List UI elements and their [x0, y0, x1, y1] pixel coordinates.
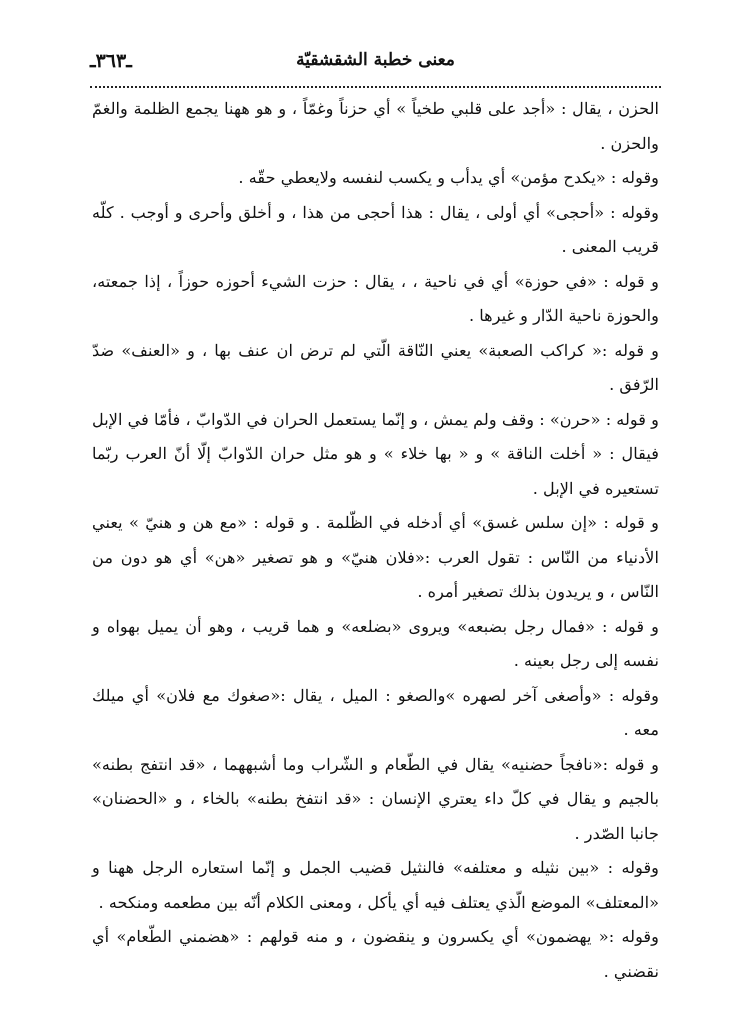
paragraph: الحزن ، يقال : «أجد على قلبي طخياً » أي حزناً وغمّاً ، و هو ههنا يجمع الظلمة والغمّ والحزن . — [92, 99, 659, 153]
paragraph: وقوله : «وأصغى آخر لصهره »والصغو : الميل ، يقال :«صغوك مع فلان» أي ميلك معه . — [92, 685, 659, 739]
paragraph: وقوله : «يكدح مؤمن» أي يدأب و يكسب لنفسه ولايعطي حقّه . — [238, 168, 659, 187]
paragraph: و قوله :«نافجاً حضنيه» يقال في الطّعام و الشّراب وما أشبههما ، «قد انتفج بطنه» بالجيم و يقال في كلّ داء يعتري الإنسان : «قد انتفخ بطنه» بالخاء ، و «الحضنان» جانبا الصّدر . — [92, 754, 659, 843]
paragraph: و قوله : «إن سلس غسق» أي أدخله في الظّلمة . و قوله : «مع هن و هنيّ » يعني الأدنياء من النّاس : تقول العرب :«فلان هنيّ» و هو تصغير «هن» أي هو دون من النّاس ، و يريدون بذلك تصغير أمره . — [92, 513, 659, 601]
page-number: ـ٣٦٣ـ — [90, 50, 132, 72]
paragraph: وقوله : «بين نثيله و معتلفه» فالنثيل قضيب الجمل و إنّما استعاره الرجل ههنا و «المعتلف» الموضع الّذي يعتلف فيه أي يأكل ، ومعنى الكلام أنّه بين مطعمه ومنكحه . — [92, 858, 659, 912]
paragraph: وقوله :« يهضمون» أي يكسرون و ينقضون ، و منه قولهم : «هضمني الطّعام» أي نقضني . — [92, 927, 659, 981]
page-header — [90, 50, 661, 80]
paragraph: و قوله : «حرن» : وقف ولم يمش ، و إنّما يستعمل الحران في الدّوابّ ، فأمّا في الإبل فيقال : « أخلت الناقة » و « بها خلاء » و هو مثل حران الدّوابّ إلّا أنّ العرب ربّما تستعيره في الإبل . — [92, 409, 659, 498]
header-divider — [90, 86, 661, 88]
body-text — [92, 92, 659, 989]
paragraph: و قوله : «فمال رجل بضبعه» ويروى «بضلعه» و هما قريب ، وهو أن يميل بهواه و نفسه إلى رجل بعينه . — [92, 616, 659, 670]
paragraph: و قوله :« كراكب الصعبة» يعني النّاقة الّتي لم ترض ان عنف بها ، و «العنف» ضدّ الرّفق . — [92, 340, 659, 394]
paragraph: وقوله : «أحجى» أي أولى ، يقال : هذا أحجى من هذا ، و أخلق وأحرى و أوجب . كلّه قريب المعنى . — [92, 202, 659, 256]
running-title: معنى خطبة الشقشقيّة — [296, 50, 455, 70]
paragraph: و قوله : «في حوزة» أي في ناحية ، ، يقال : حزت الشيء أحوزه حوزاً ، إذا جمعته، والحوزة ناحية الدّار و غيرها . — [92, 271, 659, 325]
